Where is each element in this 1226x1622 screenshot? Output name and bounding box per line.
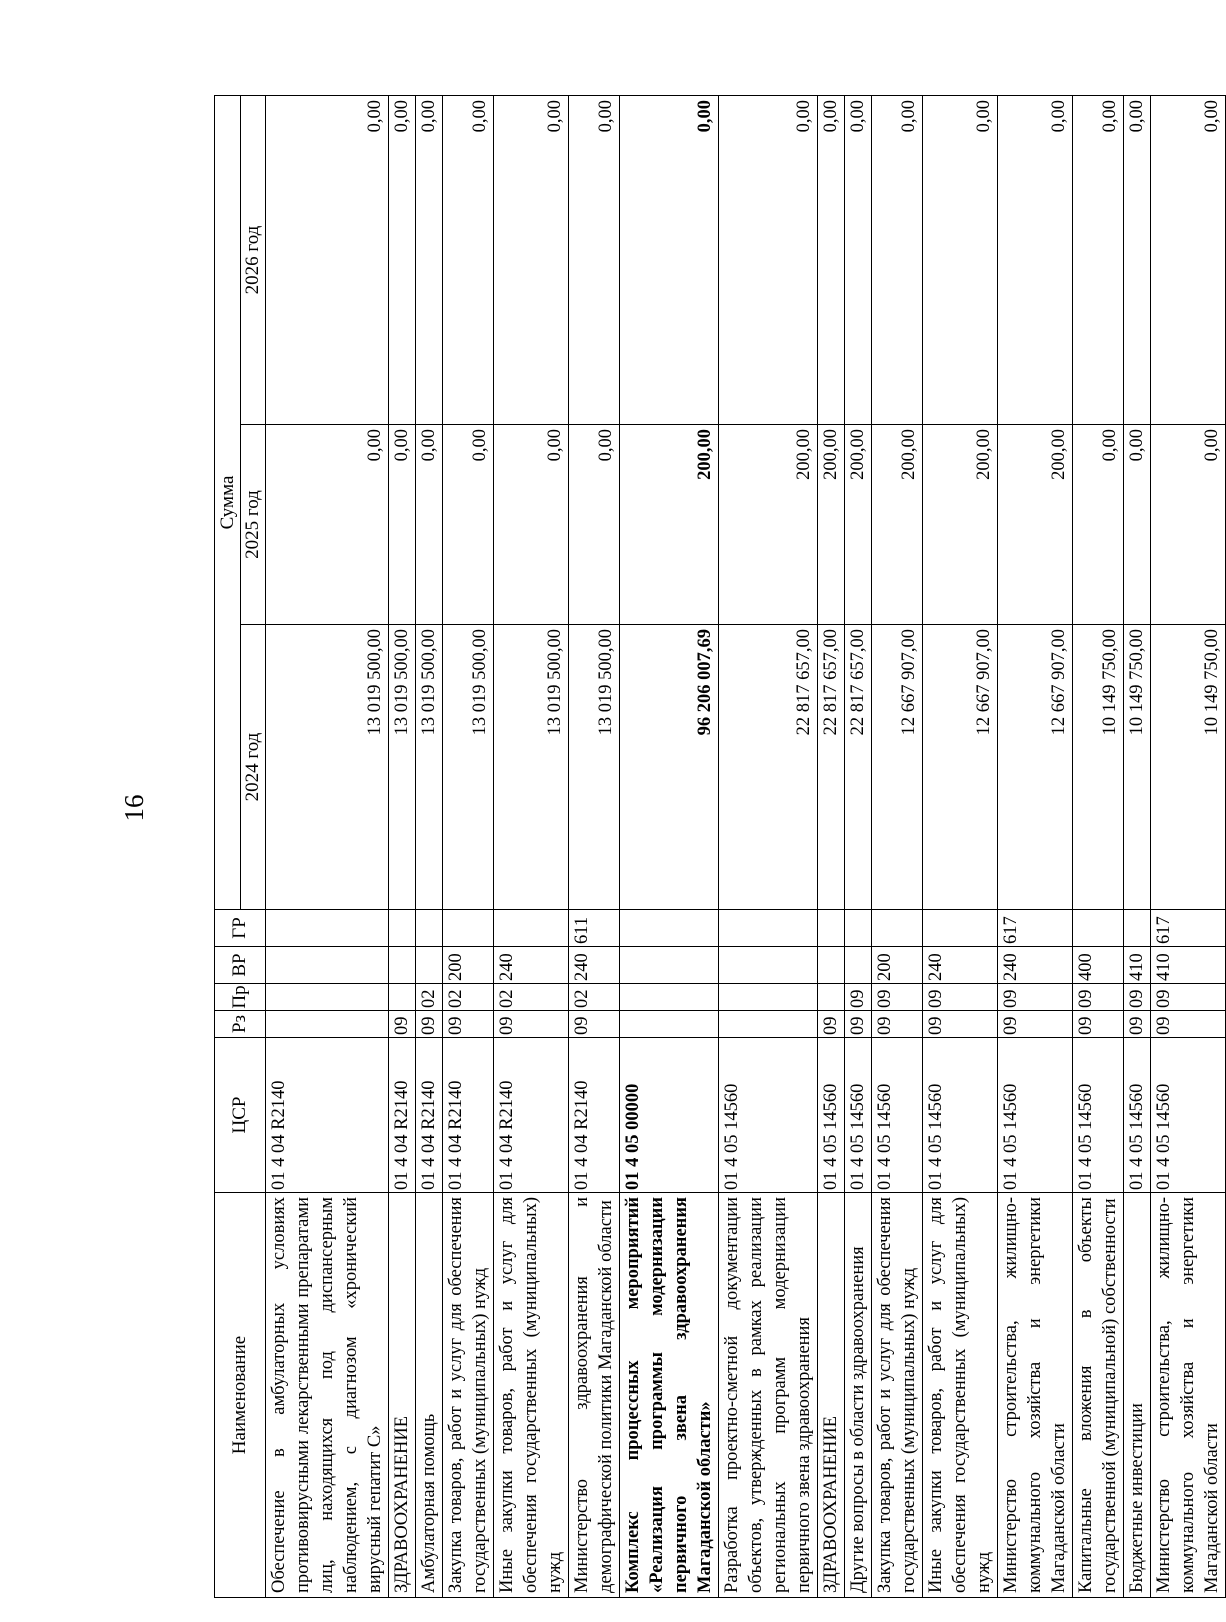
row-vr: 240 bbox=[923, 947, 998, 984]
row-vr bbox=[719, 947, 818, 984]
row-2025: 0,00 bbox=[494, 425, 569, 625]
row-2024: 12 667 907,00 bbox=[998, 625, 1073, 910]
row-pr bbox=[266, 984, 389, 1011]
header-sum: Сумма bbox=[215, 95, 241, 909]
table-row bbox=[923, 95, 998, 1597]
row-vr bbox=[389, 947, 416, 984]
row-csr: 01 4 05 14560 bbox=[845, 1038, 872, 1193]
row-gr bbox=[923, 910, 998, 947]
header-csr: ЦСР bbox=[215, 1038, 266, 1193]
row-2025: 200,00 bbox=[719, 425, 818, 625]
row-2026: 0,00 bbox=[569, 95, 620, 424]
row-name: Комплекс процессных мероприятий «Реализация программы модернизации первичного звена здравоохранения Магаданской области» bbox=[620, 1193, 719, 1598]
row-pr: 02 bbox=[443, 984, 494, 1011]
table-row bbox=[719, 95, 818, 1597]
table-row bbox=[1151, 95, 1226, 1597]
row-csr: 01 4 05 14560 bbox=[1073, 1038, 1124, 1193]
row-pr bbox=[818, 984, 845, 1011]
row-csr: 01 4 04 R2140 bbox=[389, 1038, 416, 1193]
row-name: Другие вопросы в области здравоохранения bbox=[845, 1193, 872, 1598]
row-2024: 22 817 657,00 bbox=[719, 625, 818, 910]
row-csr: 01 4 05 14560 bbox=[923, 1038, 998, 1193]
row-2025: 200,00 bbox=[872, 425, 923, 625]
row-gr bbox=[416, 910, 443, 947]
row-gr: 617 bbox=[1151, 910, 1226, 947]
row-2026: 0,00 bbox=[620, 95, 719, 424]
row-csr: 01 4 05 14560 bbox=[872, 1038, 923, 1193]
row-gr bbox=[266, 910, 389, 947]
row-2024: 10 149 750,00 bbox=[1073, 625, 1124, 910]
row-gr bbox=[443, 910, 494, 947]
row-rz bbox=[719, 1011, 818, 1038]
row-vr: 240 bbox=[494, 947, 569, 984]
table-row bbox=[620, 95, 719, 1597]
row-2024: 13 019 500,00 bbox=[569, 625, 620, 910]
row-rz: 09 bbox=[494, 1011, 569, 1038]
row-rz: 09 bbox=[569, 1011, 620, 1038]
budget-table bbox=[214, 95, 1226, 1598]
row-vr bbox=[845, 947, 872, 984]
row-2025: 200,00 bbox=[818, 425, 845, 625]
row-vr bbox=[620, 947, 719, 984]
row-2025: 200,00 bbox=[845, 425, 872, 625]
header-rz: Рз bbox=[215, 1011, 266, 1038]
row-pr: 09 bbox=[845, 984, 872, 1011]
row-2026: 0,00 bbox=[719, 95, 818, 424]
row-rz: 09 bbox=[872, 1011, 923, 1038]
row-2024: 96 206 007,69 bbox=[620, 625, 719, 910]
row-rz bbox=[266, 1011, 389, 1038]
header-vr: ВР bbox=[215, 947, 266, 984]
row-2026: 0,00 bbox=[389, 95, 416, 424]
row-gr: 617 bbox=[998, 910, 1073, 947]
row-2026: 0,00 bbox=[1124, 95, 1151, 424]
row-gr bbox=[719, 910, 818, 947]
table-row bbox=[389, 95, 416, 1597]
header-2025: 2025 год bbox=[241, 425, 266, 625]
table-body bbox=[266, 95, 1226, 1597]
row-gr: 611 bbox=[569, 910, 620, 947]
row-rz: 09 bbox=[1124, 1011, 1151, 1038]
table-row bbox=[1124, 95, 1151, 1597]
row-2026: 0,00 bbox=[923, 95, 998, 424]
row-name: Капитальные вложения в объекты государственной (муниципальной) собственности bbox=[1073, 1193, 1124, 1598]
row-pr bbox=[719, 984, 818, 1011]
row-2025: 0,00 bbox=[416, 425, 443, 625]
row-rz: 09 bbox=[818, 1011, 845, 1038]
row-pr bbox=[620, 984, 719, 1011]
row-2026: 0,00 bbox=[818, 95, 845, 424]
table-row bbox=[872, 95, 923, 1597]
header-name: Наименование bbox=[215, 1193, 266, 1598]
row-name: Обеспечение в амбулаторных условиях противовирусными лекарственными препаратами лиц, находящихся под диспансерным наблюдением, с диагнозом «хронический вирусный гепатит С» bbox=[266, 1193, 389, 1598]
row-pr: 02 bbox=[416, 984, 443, 1011]
row-2025: 200,00 bbox=[620, 425, 719, 625]
row-name: Министерство строительства, жилищно-коммунального хозяйства и энергетики Магаданской области bbox=[1151, 1193, 1226, 1598]
row-rz bbox=[620, 1011, 719, 1038]
table-row bbox=[266, 95, 389, 1597]
row-2024: 10 149 750,00 bbox=[1124, 625, 1151, 910]
table-row bbox=[1073, 95, 1124, 1597]
row-name: ЗДРАВООХРАНЕНИЕ bbox=[389, 1193, 416, 1598]
row-vr: 410 bbox=[1124, 947, 1151, 984]
row-gr bbox=[872, 910, 923, 947]
row-name: Министерство строительства, жилищно-коммунального хозяйства и энергетики Магаданской области bbox=[998, 1193, 1073, 1598]
row-gr bbox=[620, 910, 719, 947]
row-name: Закупка товаров, работ и услуг для обеспечения государственных (муниципальных) нужд bbox=[443, 1193, 494, 1598]
row-2025: 200,00 bbox=[998, 425, 1073, 625]
row-csr: 01 4 04 R2140 bbox=[416, 1038, 443, 1193]
row-name: Амбулаторная помощь bbox=[416, 1193, 443, 1598]
row-2026: 0,00 bbox=[872, 95, 923, 424]
row-csr: 01 4 04 R2140 bbox=[569, 1038, 620, 1193]
row-csr: 01 4 04 R2140 bbox=[494, 1038, 569, 1193]
row-vr: 200 bbox=[443, 947, 494, 984]
row-csr: 01 4 05 00000 bbox=[620, 1038, 719, 1193]
table-row bbox=[416, 95, 443, 1597]
row-vr: 200 bbox=[872, 947, 923, 984]
row-rz: 09 bbox=[1151, 1011, 1226, 1038]
row-2026: 0,00 bbox=[998, 95, 1073, 424]
row-pr: 09 bbox=[872, 984, 923, 1011]
row-rz: 09 bbox=[998, 1011, 1073, 1038]
row-2024: 13 019 500,00 bbox=[443, 625, 494, 910]
table-row bbox=[998, 95, 1073, 1597]
header-gr: ГР bbox=[215, 910, 266, 947]
row-csr: 01 4 05 14560 bbox=[818, 1038, 845, 1193]
rotated-page bbox=[214, 96, 1222, 1598]
row-pr: 09 bbox=[1073, 984, 1124, 1011]
row-2024: 13 019 500,00 bbox=[416, 625, 443, 910]
row-pr: 09 bbox=[1151, 984, 1226, 1011]
row-2026: 0,00 bbox=[1073, 95, 1124, 424]
header-2024: 2024 год bbox=[241, 625, 266, 910]
page-number: 16 bbox=[119, 794, 149, 822]
row-2024: 22 817 657,00 bbox=[818, 625, 845, 910]
row-csr: 01 4 05 14560 bbox=[1151, 1038, 1226, 1193]
row-2025: 0,00 bbox=[389, 425, 416, 625]
row-2024: 13 019 500,00 bbox=[266, 625, 389, 910]
row-2024: 12 667 907,00 bbox=[923, 625, 998, 910]
row-gr bbox=[1124, 910, 1151, 947]
row-csr: 01 4 04 R2140 bbox=[443, 1038, 494, 1193]
header-2026: 2026 год bbox=[241, 95, 266, 424]
row-name: Разработка проектно-сметной документации объектов, утвержденных в рамках реализации региональных программ модернизации первичного звена здравоохранения bbox=[719, 1193, 818, 1598]
row-rz: 09 bbox=[443, 1011, 494, 1038]
row-pr bbox=[389, 984, 416, 1011]
row-gr bbox=[845, 910, 872, 947]
row-2024: 12 667 907,00 bbox=[872, 625, 923, 910]
row-2026: 0,00 bbox=[845, 95, 872, 424]
row-2025: 0,00 bbox=[1124, 425, 1151, 625]
header-pr: Пр bbox=[215, 984, 266, 1011]
row-2024: 13 019 500,00 bbox=[389, 625, 416, 910]
row-pr: 09 bbox=[923, 984, 998, 1011]
row-csr: 01 4 04 R2140 bbox=[266, 1038, 389, 1193]
row-vr bbox=[416, 947, 443, 984]
table-row bbox=[494, 95, 569, 1597]
row-2026: 0,00 bbox=[416, 95, 443, 424]
row-name: Бюджетные инвестиции bbox=[1124, 1193, 1151, 1598]
table-row bbox=[569, 95, 620, 1597]
row-name: Иные закупки товаров, работ и услуг для обеспечения государственных (муниципальных) нужд bbox=[923, 1193, 998, 1598]
row-gr bbox=[494, 910, 569, 947]
row-csr: 01 4 05 14560 bbox=[719, 1038, 818, 1193]
row-2026: 0,00 bbox=[494, 95, 569, 424]
row-name: Закупка товаров, работ и услуг для обеспечения государственных (муниципальных) нужд bbox=[872, 1193, 923, 1598]
row-2026: 0,00 bbox=[1151, 95, 1226, 424]
row-rz: 09 bbox=[845, 1011, 872, 1038]
row-vr bbox=[266, 947, 389, 984]
row-name: Иные закупки товаров, работ и услуг для обеспечения государственных (муниципальных) нужд bbox=[494, 1193, 569, 1598]
row-vr: 400 bbox=[1073, 947, 1124, 984]
row-vr: 410 bbox=[1151, 947, 1226, 984]
row-pr: 09 bbox=[998, 984, 1073, 1011]
row-2025: 0,00 bbox=[443, 425, 494, 625]
row-pr: 09 bbox=[1124, 984, 1151, 1011]
row-rz: 09 bbox=[389, 1011, 416, 1038]
row-pr: 02 bbox=[494, 984, 569, 1011]
row-rz: 09 bbox=[1073, 1011, 1124, 1038]
row-2026: 0,00 bbox=[266, 95, 389, 424]
row-2025: 200,00 bbox=[923, 425, 998, 625]
row-gr bbox=[818, 910, 845, 947]
row-2025: 0,00 bbox=[1151, 425, 1226, 625]
row-vr: 240 bbox=[998, 947, 1073, 984]
row-name: ЗДРАВООХРАНЕНИЕ bbox=[818, 1193, 845, 1598]
row-vr bbox=[818, 947, 845, 984]
row-2024: 13 019 500,00 bbox=[494, 625, 569, 910]
row-2026: 0,00 bbox=[443, 95, 494, 424]
row-vr: 240 bbox=[569, 947, 620, 984]
row-csr: 01 4 05 14560 bbox=[998, 1038, 1073, 1193]
row-rz: 09 bbox=[923, 1011, 998, 1038]
row-gr bbox=[1073, 910, 1124, 947]
row-2024: 10 149 750,00 bbox=[1151, 625, 1226, 910]
table-row bbox=[443, 95, 494, 1597]
row-pr: 02 bbox=[569, 984, 620, 1011]
row-gr bbox=[389, 910, 416, 947]
table-row bbox=[845, 95, 872, 1597]
row-2024: 22 817 657,00 bbox=[845, 625, 872, 910]
row-2025: 0,00 bbox=[266, 425, 389, 625]
row-name: Министерство здравоохранения и демографической политики Магаданской области bbox=[569, 1193, 620, 1598]
row-2025: 0,00 bbox=[1073, 425, 1124, 625]
row-2025: 0,00 bbox=[569, 425, 620, 625]
row-rz: 09 bbox=[416, 1011, 443, 1038]
table-row bbox=[818, 95, 845, 1597]
row-csr: 01 4 05 14560 bbox=[1124, 1038, 1151, 1193]
